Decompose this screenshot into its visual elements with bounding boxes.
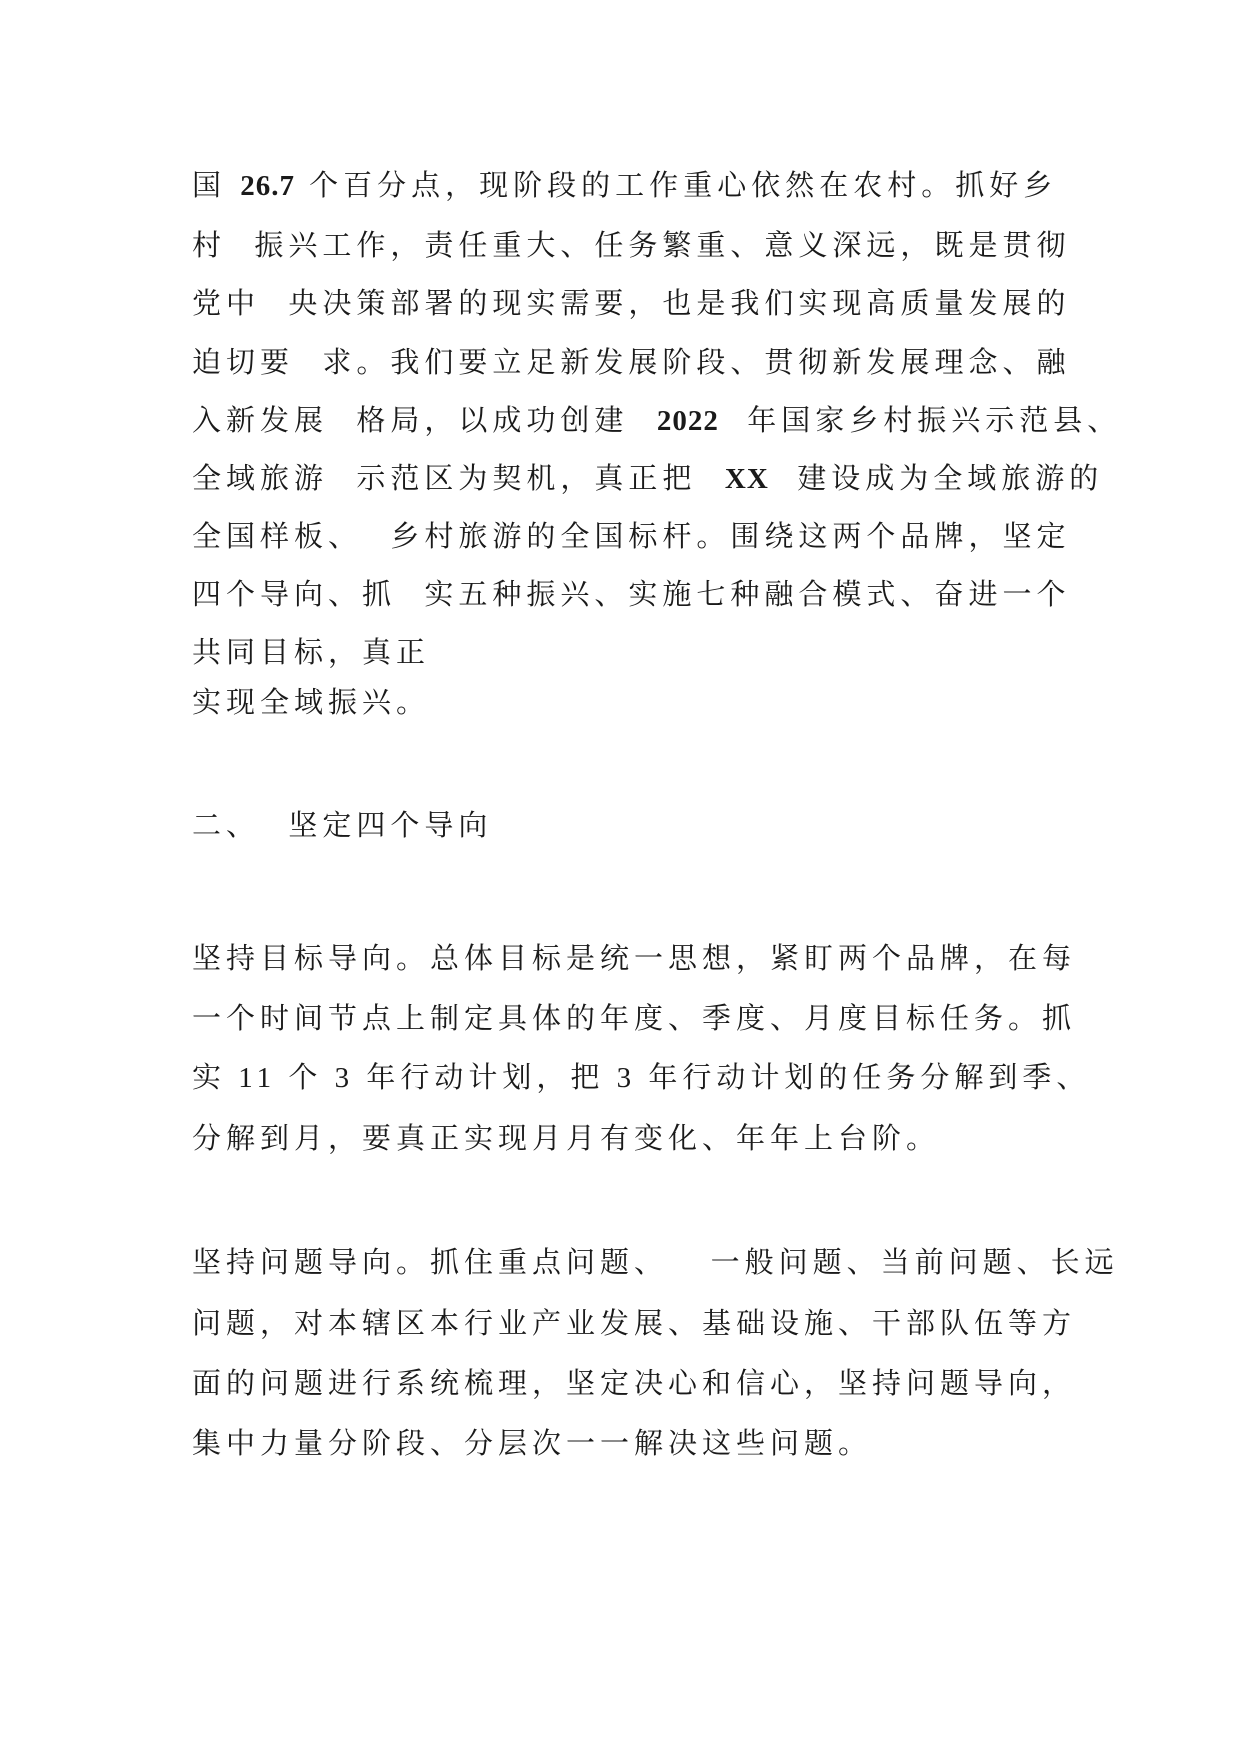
p1-line-5: 入新发展 格局，以成功创建 2022 年国家乡村振兴示范县、 <box>192 403 1122 437</box>
p1-line-7: 全国样板、 乡村旅游的全国标杆。围绕这两个品牌，坚定 <box>192 519 1071 553</box>
p3-line-4: 集中力量分阶段、分层次一一解决这些问题。 <box>192 1426 873 1460</box>
p3-line-3: 面的问题进行系统梳理，坚定决心和信心，坚持问题导向， <box>192 1366 1077 1400</box>
section-heading: 二、 坚定四个导向 <box>192 808 493 842</box>
p1-line-1: 国 26.7 个百分点，现阶段的工作重心依然在农村。抓好乡 <box>192 168 1058 202</box>
p2-line-2: 一个时间节点上制定具体的年度、季度、月度目标任务。抓 <box>192 1001 1077 1035</box>
p1-line-2: 村 振兴工作，责任重大、任务繁重、意义深远，既是贯彻 <box>192 228 1071 262</box>
p3-line-2: 问题，对本辖区本行业产业发展、基础设施、干部队伍等方 <box>192 1306 1077 1340</box>
p1-line-6: 全域旅游 示范区为契机，真正把 XX 建设成为全域旅游的 <box>192 461 1104 495</box>
p2-line-3: 实 11 个 3 年行动计划，把 3 年行动计划的任务分解到季、 <box>192 1062 1091 1094</box>
p2-line-1: 坚持目标导向。总体目标是统一思想，紧盯两个品牌，在每 <box>192 941 1077 975</box>
p1-line-8: 四个导向、抓 实五种振兴、实施七种融合模式、奋进一个 <box>192 577 1071 611</box>
p1-line-4: 迫切要 求。我们要立足新发展阶段、贯彻新发展理念、融 <box>192 345 1071 379</box>
p1-line-10: 实现全域振兴。 <box>192 685 431 719</box>
p3-line-1: 坚持问题导向。抓住重点问题、 一般问题、当前问题、长远 <box>192 1245 1119 1279</box>
p1-line-3: 党中 央决策部署的现实需要，也是我们实现高质量发展的 <box>192 286 1071 320</box>
p2-line-4: 分解到月，要真正实现月月有变化、年年上台阶。 <box>192 1121 941 1155</box>
p1-line-9: 共同目标，真正 <box>192 635 431 669</box>
